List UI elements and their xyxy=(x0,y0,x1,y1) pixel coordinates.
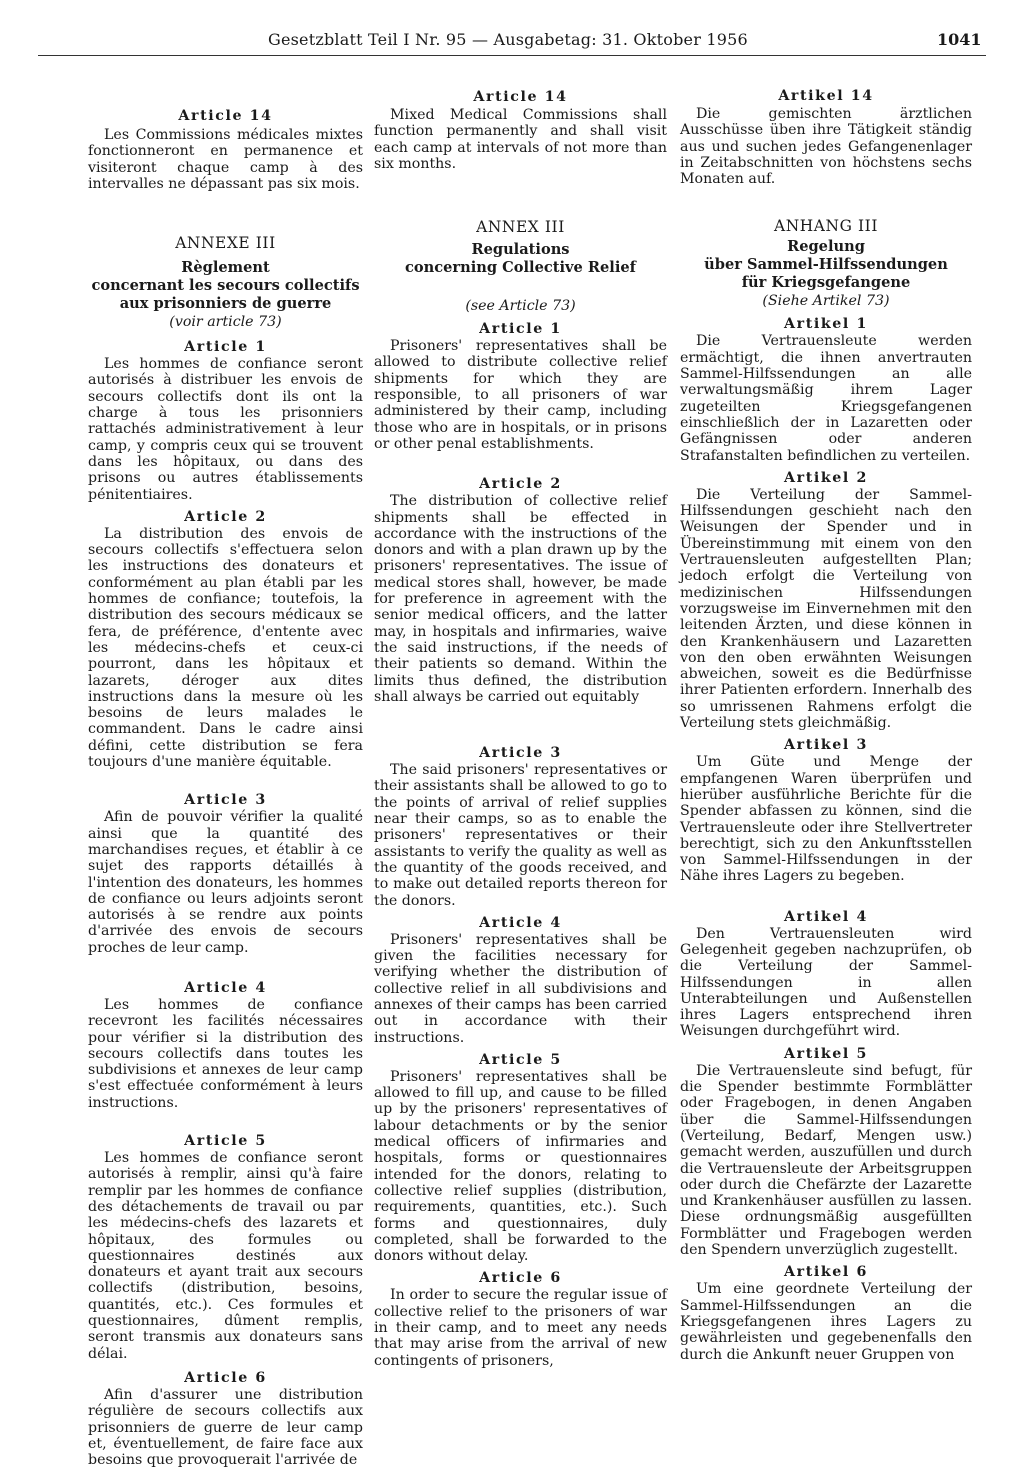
annex-subtitle: Regelung xyxy=(787,238,865,256)
article-heading: Artikel 2 xyxy=(784,469,868,486)
article-heading: Article 1 xyxy=(184,339,267,356)
article-text: The said prisoners' representatives or their assistants shall be allowed to go to the points of arrival of relief supplies near their camps, so as to enable the prisoners' representatives or their assistants to verify the quality as well as the quantity of the goods received, and to make out detailed reports thereon for the donors. xyxy=(374,762,667,909)
annex-subtitle: Regulations xyxy=(471,241,570,259)
article-heading: Article 4 xyxy=(184,979,267,996)
article-heading: Article 3 xyxy=(184,792,267,809)
header-rule xyxy=(38,55,986,56)
annex-subtitle: concernant les secours collectifs xyxy=(91,277,360,295)
article-text: Die Vertrauensleute sind befugt, für die Spender bestimmte Formblätter oder Fragebogen, in denen Angaben über die Sammel-Hilfssendungen (Verteilung, Bedarf, Mengen usw.) gemacht werden, auszufüllen und durch die Vertrauensleute der Arbeitsgruppen oder durch die Chefärzte der Lazarette und Krankenhäuser ausfüllen zu lassen. Diese ordnungsmäßig ausgefüllten Formblätter und Fragebogen werden den Spendern unverzüglich zugestellt. xyxy=(680,1062,972,1259)
article-heading: Article 1 xyxy=(479,321,562,338)
annex-reference: (voir article 73) xyxy=(169,314,282,331)
annex-title: ANNEXE III xyxy=(175,234,276,253)
article-text: Die Vertrauensleute werden ermächtigt, die ihnen anvertrauten Sammel-Hilfssendungen an alle verwaltungsmäßig ihrem Lager zugeteilten Kriegsgefangenen einschließlich der in Lazaretten oder Gefängnissen oder anderen Strafanstalten befindlichen zu verteilen. xyxy=(680,333,972,464)
article-text: Die Verteilung der Sammel-Hilfssendungen geschieht nach den Weisungen der Spender und in Übereinstimmung mit einem von den Vertrauensleuten aufgestellten Plan; jedoch erfolgt die Verteilung von medizinischen Hilfssendungen vorzugsweise im Einvernehmen mit den leitenden Ärzten, und diese können in den Krankenhäusern und Lazaretten von den oben erwähnten Weisungen abweichen, soweit es die Bedürfnisse ihrer Patienten erfordern. Innerhalb des so umrissenen Rahmens erfolgt die Verteilung stets gleichmäßig. xyxy=(680,486,972,732)
article-text: Prisoners' representatives shall be allowed to fill up, and cause to be filled up by the prisoners' representatives of labour detachments or by the senior medical officers of infirmaries and hospitals, forms or questionnaires intended for the donors, relating to collective relief supplies (distribution, requirements, quantities, etc.). Such forms and questionnaires, duly completed, shall be forwarded to the donors without delay. xyxy=(374,1068,667,1265)
article-text: Afin d'assurer une distribution régulière de secours collectifs aux prisonniers de guerre de leur camp et, éventuellement, de faire face aux besoins que provoquerait l'arrivée de xyxy=(88,1386,363,1468)
annex-title: ANHANG III xyxy=(773,217,878,236)
article-text: The distribution of collective relief shipments shall be effected in accordance with the instructions of the donors and with a plan drawn up by the prisoners' representatives. The issue of medical stores shall, however, be made for preference in agreement with the senior medical officers, and the latter may, in hospitals and infirmaries, waive the said instructions, if the needs of their patients so demand. Within the limits thus defined, the distribution shall always be carried out equitably xyxy=(374,493,667,705)
german-column xyxy=(676,88,976,1363)
article-text: Les Commissions médicales mixtes fonctionneront en permanence et visiteront chaque camp à des intervalles ne dépassant pas six mois. xyxy=(88,127,363,192)
article-heading: Artikel 4 xyxy=(784,908,868,925)
annex-title: ANNEX III xyxy=(476,218,565,237)
article-heading: Article 5 xyxy=(184,1133,267,1150)
article-heading: Article 6 xyxy=(184,1369,267,1386)
article-heading: Article 6 xyxy=(479,1270,562,1287)
article-heading: Article 2 xyxy=(479,476,562,493)
article-heading: Article 5 xyxy=(479,1051,562,1068)
annex-subtitle: aux prisonniers de guerre xyxy=(119,295,332,313)
annex-reference: (Siehe Artikel 73) xyxy=(762,293,890,310)
article-text: In order to secure the regular issue of collective relief to the prisoners of war in their camp, and to meet any needs that may arise from the arrival of new contingents of prisoners, xyxy=(374,1287,667,1369)
article-heading: Article 14 xyxy=(178,108,273,124)
article-heading: Article 3 xyxy=(479,745,562,762)
article-text: Les hommes de confiance recevront les facilités nécessaires pour vérifier si la distribution des secours collectifs dans toutes les subdivisions et annexes de leur camp s'est effectuée conformément à leurs instructions. xyxy=(88,996,363,1111)
article-heading: Artikel 14 xyxy=(778,88,874,104)
page-header xyxy=(0,30,1024,54)
annex-subtitle: für Kriegsgefangene xyxy=(741,274,911,292)
page-number: 1041 xyxy=(937,30,982,49)
annex-subtitle: concerning Collective Relief xyxy=(405,259,636,277)
article-heading: Article 2 xyxy=(184,508,267,525)
annex-subtitle: über Sammel-Hilfssendungen xyxy=(704,256,948,274)
article-heading: Article 4 xyxy=(479,914,562,931)
article-heading: Article 14 xyxy=(473,89,568,105)
article-text: La distribution des envois de secours collectifs s'effectuera selon les instructions des donateurs et conformément au plan établi par les hommes de confiance; toutefois, la distribution des secours médicaux se fera, de préférence, d'entente avec les médecins-chefs et ceux-ci pourront, dans les hôpitaux et lazarets, déroger aux dites instructions dans la mesure où les besoins de leurs malades le commandent. Dans le cadre ainsi défini, cette distribution se fera toujours d'une manière équitable. xyxy=(88,525,363,771)
article-heading: Artikel 1 xyxy=(784,316,868,333)
french-column xyxy=(88,88,363,1468)
article-text: Prisoners' representatives shall be given the facilities necessary for verifying whether the distribution of collective relief in all subdivisions and annexes of their camps has been carried out in accordance with their instructions. xyxy=(374,931,667,1046)
annex-subtitle: Règlement xyxy=(181,259,270,277)
article-heading: Artikel 5 xyxy=(784,1045,868,1062)
english-column xyxy=(368,88,673,1369)
article-text: Afin de pouvoir vérifier la qualité ainsi que la quantité des marchandises reçues, et établir à ce sujet des rapports détaillés à l'intention des donateurs, les hommes de confiance ou leurs adjoints seront autorisés à se rendre aux points d'arrivée des envois de secours proches de leur camp. xyxy=(88,809,363,956)
article-text: Den Vertrauensleuten wird Gelegenheit gegeben nachzuprüfen, ob die Verteilung der Sammel-Hilfssendungen in allen Unterabteilungen und Außenstellen ihres Lagers entsprechend ihren Weisungen durchgeführt wird. xyxy=(680,925,972,1040)
gazette-title: Gesetzblatt Teil I Nr. 95 — Ausgabetag: 31. Oktober 1956 xyxy=(268,30,748,49)
article-text: Les hommes de confiance seront autorisés à distribuer les envois de secours collectifs dont ils ont la charge à tous les prisonniers rattachés administrativement à leur camp, y compris ceux qui se trouvent dans les hôpitaux, ou dans des prisons ou autres établissements pénitentiaires. xyxy=(88,356,363,503)
article-text: Les hommes de confiance seront autorisés à remplir, ainsi qu'à faire remplir par les hommes de confiance des détachements de travail ou par les médecins-chefs des lazarets et hôpitaux, des formules ou questionnaires destinés aux donateurs et ayant trait aux secours collectifs (distribution, besoins, quantités, etc.). Ces formules et questionnaires, dûment remplis, seront transmis aux donateurs sans délai. xyxy=(88,1150,363,1362)
article-text: Prisoners' representatives shall be allowed to distribute collective relief shipments for which they are responsible, to all prisoners of war administered by their camp, including those who are in hospitals, or in prisons or other penal establishments. xyxy=(374,338,667,452)
annex-reference: (see Article 73) xyxy=(465,298,576,315)
article-heading: Artikel 6 xyxy=(784,1264,868,1281)
article-text: Mixed Medical Commissions shall function permanently and shall visit each camp at intervals of not more than six months. xyxy=(374,107,667,172)
article-text: Um Güte und Menge der empfangenen Waren überprüfen und hierüber ausführliche Berichte für die Spender abfassen zu können, sind die Vertrauensleute oder ihre Stellvertreter berechtigt, sich zu den Ankunftsstellen von Sammel-Hilfssendungen in der Nähe ihres Lagers zu begeben. xyxy=(680,754,972,885)
article-text: Die gemischten ärztlichen Ausschüsse üben ihre Tätigkeit ständig aus und suchen jedes Gefangenenlager in Zeitabschnitten von höchstens sechs Monaten auf. xyxy=(680,106,972,188)
article-heading: Artikel 3 xyxy=(784,737,868,754)
article-text: Um eine geordnete Verteilung der Sammel-Hilfssendungen an die Kriegsgefangenen ihres Lagers zu gewährleisten und gegebenenfalls den durch die Ankunft neuer Gruppen von xyxy=(680,1281,972,1363)
